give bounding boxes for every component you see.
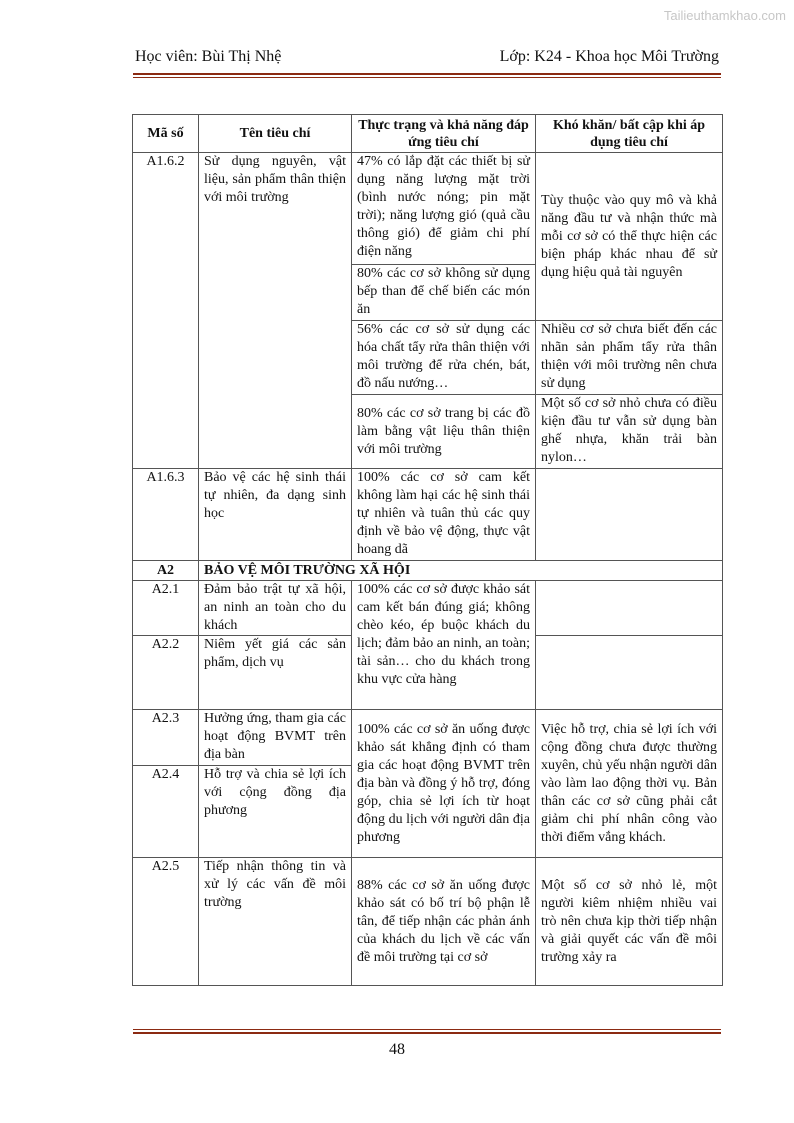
status-cell: 100% các cơ sở cam kết không làm hại các hệ sinh thái tự nhiên và tuân thủ các quy định về bảo vệ động, thực vật hoang dã xyxy=(352,469,536,561)
issue-cell: Tùy thuộc vào quy mô và khả năng đầu tư và nhận thức mà mỗi cơ sở có thể thực hiện các biện pháp khác nhau để sử dụng hiệu quả tài nguyên xyxy=(536,153,723,321)
issue-cell xyxy=(536,581,723,636)
criterion-code: A2.2 xyxy=(133,636,199,710)
header-name: Tên tiêu chí xyxy=(199,115,352,153)
status-cell: 56% các cơ sở sử dụng các hóa chất tẩy rửa thân thiện với môi trường để rửa chén, bát, đồ nấu nướng… xyxy=(352,321,536,395)
table-row xyxy=(133,858,723,986)
criterion-code: A2.4 xyxy=(133,766,199,858)
footer-rule-thin xyxy=(133,1029,721,1030)
watermark: Tailieuthamkhao.com xyxy=(663,8,786,23)
status-cell: 80% các cơ sở trang bị các đồ làm bằng vật liệu thân thiện với môi trường xyxy=(352,395,536,469)
issue-cell: Nhiều cơ sở chưa biết đến các nhãn sản phẩm tẩy rửa thân thiện với môi trường nên chưa sử dụng xyxy=(536,321,723,395)
header-issues: Khó khăn/ bất cập khi áp dụng tiêu chí xyxy=(536,115,723,153)
section-title: BẢO VỆ MÔI TRƯỜNG XÃ HỘI xyxy=(199,561,723,581)
table-row xyxy=(133,581,723,636)
table-row xyxy=(133,710,723,766)
section-code: A2 xyxy=(133,561,199,581)
page-number: 48 xyxy=(389,1041,405,1058)
criterion-code: A1.6.2 xyxy=(133,153,199,469)
issue-cell: Việc hỗ trợ, chia sẻ lợi ích với cộng đồng chưa được thường xuyên, chủ yếu nhận người dân vào làm lao động thời vụ. Bản thân các cơ sở cũng phải cắt giảm chi phí nhân công vào thời điểm vắng khách. xyxy=(536,710,723,858)
header-rule-thin xyxy=(133,77,721,78)
criterion-code: A2.1 xyxy=(133,581,199,636)
issue-cell xyxy=(536,469,723,561)
student-name: Học viên: Bùi Thị Nhệ xyxy=(135,48,282,65)
criterion-name: Tiếp nhận thông tin và xử lý các vấn đề môi trường xyxy=(199,858,352,986)
table-header-row xyxy=(133,115,723,153)
page-header xyxy=(133,48,721,72)
class-name: Lớp: K24 - Khoa học Môi Trường xyxy=(499,48,719,65)
table-row xyxy=(133,469,723,561)
criterion-name: Sử dụng nguyên, vật liệu, sản phẩm thân thiện với môi trường xyxy=(199,153,352,469)
header-status: Thực trạng và khả năng đáp ứng tiêu chí xyxy=(352,115,536,153)
status-cell: 47% có lắp đặt các thiết bị sử dụng năng lượng mặt trời (bình nước nóng; pin mặt trời); năng lượng gió (quả cầu thông gió) để giảm chi phí điện năng xyxy=(352,153,536,265)
status-cell: 88% các cơ sở ăn uống được khảo sát có bố trí bộ phận lễ tân, để tiếp nhận các phản ánh của khách du lịch về các vấn đề môi trường tại cơ sở xyxy=(352,858,536,986)
table-row xyxy=(133,153,723,265)
criterion-name: Hưởng ứng, tham gia các hoạt động BVMT trên địa bàn xyxy=(199,710,352,766)
status-cell: 80% các cơ sở không sử dụng bếp than để chế biến các món ăn xyxy=(352,265,536,321)
criterion-name: Đảm bảo trật tự xã hội, an ninh an toàn cho du khách xyxy=(199,581,352,636)
header-code: Mã số xyxy=(133,115,199,153)
status-cell: 100% các cơ sở ăn uống được khảo sát khẳng định có tham gia các hoạt động BVMT trên địa bàn và đồng ý hỗ trợ, đóng góp, chia sẻ lợi ích từ hoạt động du lịch với người dân địa phương xyxy=(352,710,536,858)
criterion-name: Niêm yết giá các sản phẩm, dịch vụ xyxy=(199,636,352,710)
footer-rule xyxy=(133,1032,721,1034)
issue-cell: Một số cơ sở nhỏ lẻ, một người kiêm nhiệm nhiều vai trò nên chưa kịp thời tiếp nhận và giải quyết các vấn đề môi trường xảy ra xyxy=(536,858,723,986)
status-cell: 100% các cơ sở được khảo sát cam kết bán đúng giá; không chèo kéo, ép buộc khách du lịch; đảm bảo an ninh, an toàn; tài sản… cho du khách trong khu vực cửa hàng xyxy=(352,581,536,710)
criterion-code: A2.3 xyxy=(133,710,199,766)
criteria-table xyxy=(132,114,723,986)
issue-cell xyxy=(536,636,723,710)
criterion-code: A1.6.3 xyxy=(133,469,199,561)
header-rule xyxy=(133,73,721,75)
section-row xyxy=(133,561,723,581)
criterion-code: A2.5 xyxy=(133,858,199,986)
issue-cell: Một số cơ sở nhỏ chưa có điều kiện đầu tư vẫn sử dụng bàn ghế nhựa, khăn trải bàn nylon… xyxy=(536,395,723,469)
criterion-name: Bảo vệ các hệ sinh thái tự nhiên, đa dạng sinh học xyxy=(199,469,352,561)
criterion-name: Hỗ trợ và chia sẻ lợi ích với cộng đồng địa phương xyxy=(199,766,352,858)
